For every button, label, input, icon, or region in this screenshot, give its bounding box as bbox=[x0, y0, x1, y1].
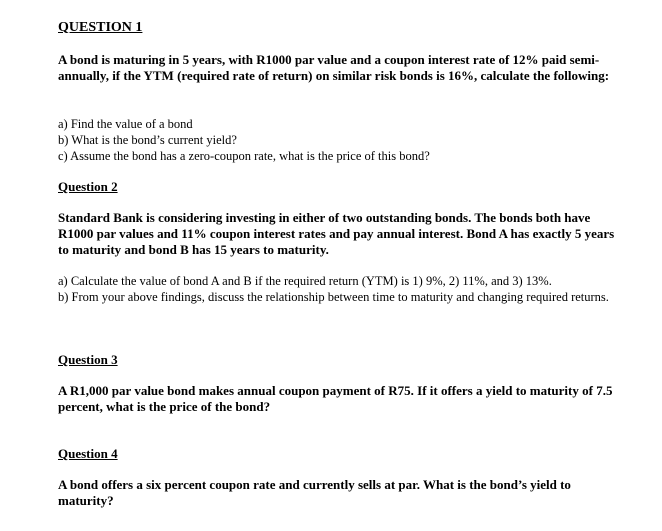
question-2-parts bbox=[58, 273, 624, 305]
question-4-prompt: A bond offers a six percent coupon rate and currently sells at par. What is the bond’s yield to maturity? bbox=[58, 477, 571, 508]
question-1-part-c: c) Assume the bond has a zero-coupon rate, what is the price of this bond? bbox=[58, 149, 430, 163]
question-3-prompt: A R1,000 par value bond makes annual coupon payment of R75. If it offers a yield to maturity of 7.5 percent, what is the price of the bond? bbox=[58, 383, 613, 414]
question-4-heading: Question 4 bbox=[58, 446, 118, 461]
question-2-prompt: Standard Bank is considering investing in either of two outstanding bonds. The bonds both have R1000 par values and 11% coupon interest rates and pay annual interest. Bond A has exactly 5 years to maturity and bond B has 15 years to maturity. bbox=[58, 210, 615, 257]
question-1-parts bbox=[58, 116, 624, 164]
question-1-part-a: a) Find the value of a bond bbox=[58, 117, 193, 131]
question-1-prompt: A bond is maturing in 5 years, with R1000 par value and a coupon interest rate of 12% paid semi-annually, if the YTM (required rate of return) on similar risk bonds is 16%, calculate the following: bbox=[58, 52, 610, 83]
question-2-heading: Question 2 bbox=[58, 179, 118, 194]
question-2-part-a: a) Calculate the value of bond A and B if the required return (YTM) is 1) 9%, 2) 11%, and 3) 13%. bbox=[58, 274, 552, 288]
question-1-heading: QUESTION 1 bbox=[58, 20, 143, 35]
question-1-part-b: b) What is the bond’s current yield? bbox=[58, 133, 237, 147]
question-2-part-b: b) From your above findings, discuss the relationship between time to maturity and changing required returns. bbox=[58, 290, 609, 304]
question-3-heading: Question 3 bbox=[58, 352, 118, 367]
